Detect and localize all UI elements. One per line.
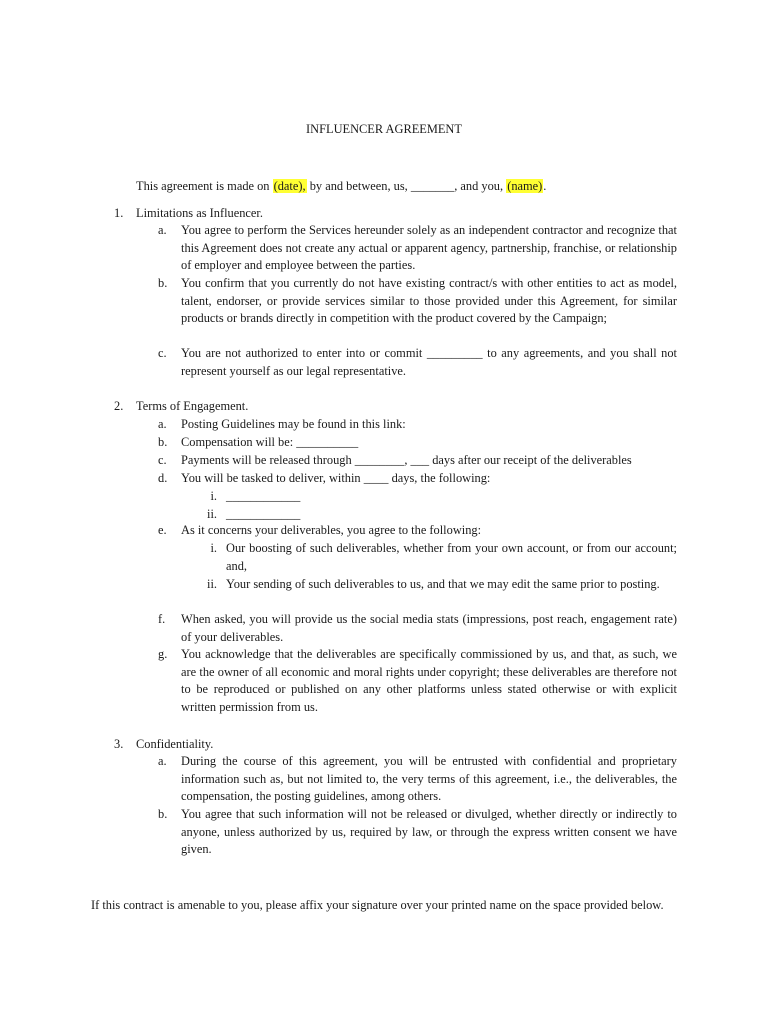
clause-2c: Payments will be released through ________, ___ days after our receipt of the deliverables — [181, 453, 632, 467]
closing-paragraph: If this contract is amenable to you, please affix your signature over your printed name on the space provided below. — [91, 898, 664, 912]
clause-2b: Compensation will be: __________ — [181, 435, 359, 449]
item-letter: a. — [158, 223, 167, 237]
clause-1b: You confirm that you currently do not have existing contract/s with other entities to act as model, talent, endorser, or provide services similar to those provided under this Agreement, for similar products or brands directly in competition with the product covered by the Campaign; — [181, 276, 677, 326]
clause-2d: You will be tasked to deliver, within ____ days, the following: — [181, 471, 491, 485]
section-number: 1. — [114, 206, 124, 220]
clause-2g: You acknowledge that the deliverables are specifically commissioned by us, and that, as such, we are the owner of all economic and moral rights under copyright; these deliverables are therefore not to be reproduced or published on any other platforms unless stated otherwise or with explicit written permission from us. — [181, 647, 677, 714]
page-title: INFLUENCER AGREEMENT — [306, 122, 462, 136]
clause-1a: You agree to perform the Services hereunder solely as an independent contractor and recognize that this Agreement does not create any actual or apparent agency, partnership, franchise, or relationship of employer and employee between the parties. — [181, 223, 677, 273]
section-title-confidentiality: Confidentiality. — [136, 737, 214, 751]
sub-item-numeral: ii. — [207, 577, 217, 591]
section-number: 3. — [114, 737, 124, 751]
item-letter: e. — [158, 523, 167, 537]
clause-3b: You agree that such information will not be released or divulged, whether directly or indirectly to anyone, unless authorized by us, required by law, or through the express written consent we have given. — [181, 807, 677, 857]
item-letter: b. — [158, 276, 168, 290]
intro-middle: by and between, us, _______, and you, — [306, 179, 507, 193]
clause-2a: Posting Guidelines may be found in this link: — [181, 417, 406, 431]
intro-suffix: . — [543, 179, 547, 193]
item-letter: a. — [158, 417, 167, 431]
deliverable-blank: ____________ — [226, 507, 301, 521]
clause-3a: During the course of this agreement, you will be entrusted with confidential and proprietary information such as, but not limited to, the very terms of this agreement, i.e., the deliverables, the compensation, the posting guidelines, among others. — [181, 754, 677, 804]
deliverable-blank: ____________ — [226, 489, 301, 503]
sub-item-numeral: ii. — [207, 507, 217, 521]
clause-2e-i: Our boosting of such deliverables, whether from your own account, or from our account; and, — [226, 541, 677, 573]
section-number: 2. — [114, 399, 124, 413]
item-letter: a. — [158, 754, 167, 768]
section-title-engagement: Terms of Engagement. — [136, 399, 249, 413]
date-placeholder: (date), — [273, 179, 306, 193]
intro-paragraph — [136, 178, 546, 196]
name-placeholder: (name) — [507, 179, 543, 193]
item-letter: c. — [158, 453, 167, 467]
intro-prefix: This agreement is made on — [136, 179, 273, 193]
item-letter: f. — [158, 612, 166, 626]
item-letter: c. — [158, 346, 167, 360]
clause-2f: When asked, you will provide us the social media stats (impressions, post reach, engagement rate) of your deliverables. — [181, 612, 677, 644]
clause-2e: As it concerns your deliverables, you agree to the following: — [181, 523, 482, 537]
item-letter: g. — [158, 647, 168, 661]
clause-1c: You are not authorized to enter into or commit _________ to any agreements, and you shall not represent yourself as our legal representative. — [181, 346, 677, 378]
sub-item-numeral: i. — [210, 541, 217, 555]
section-title-limitations: Limitations as Influencer. — [136, 206, 263, 220]
item-letter: b. — [158, 807, 168, 821]
item-letter: b. — [158, 435, 168, 449]
item-letter: d. — [158, 471, 168, 485]
sub-item-numeral: i. — [210, 489, 217, 503]
clause-2e-ii: Your sending of such deliverables to us, and that we may edit the same prior to posting. — [226, 577, 660, 591]
